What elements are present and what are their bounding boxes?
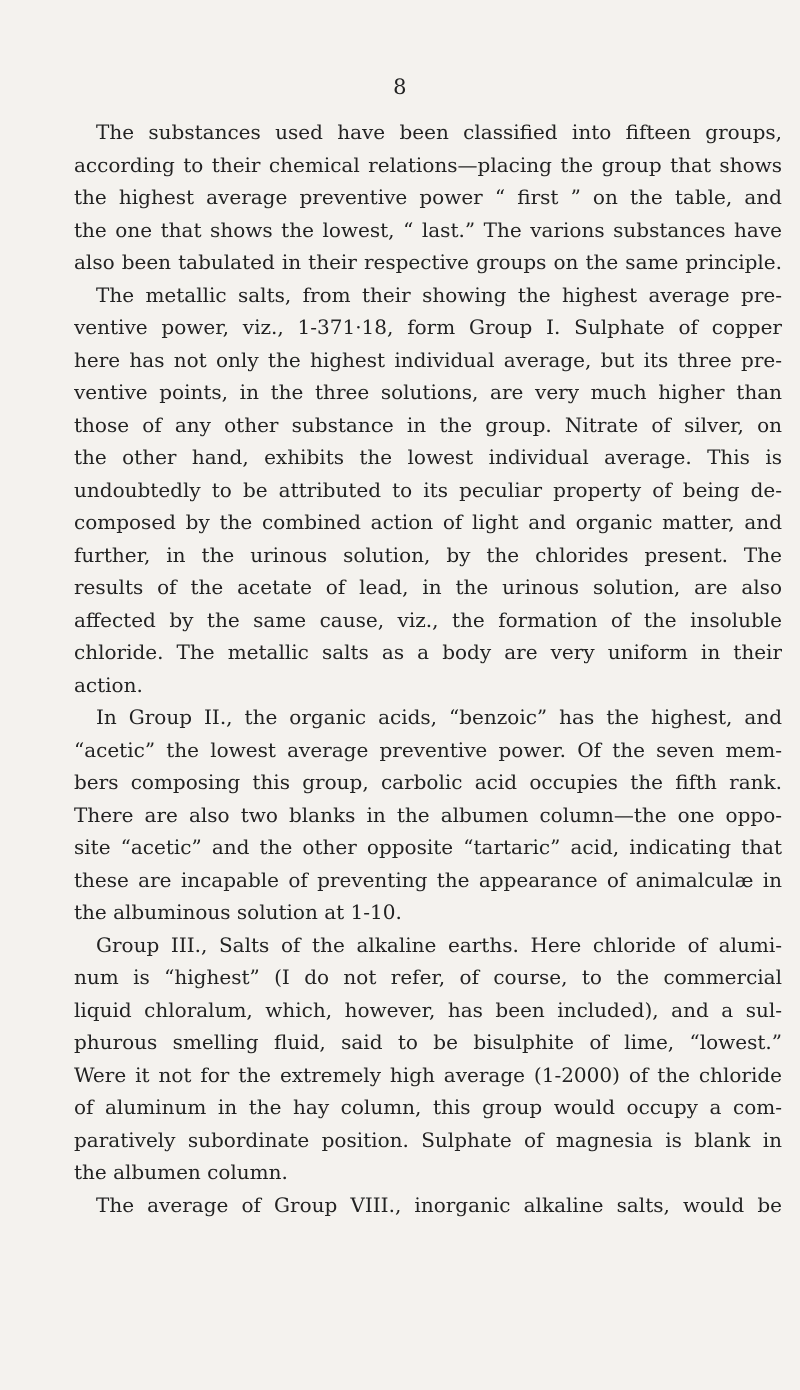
text-line: The average of Group VIII., inorganic alkaline salts, would be	[96, 1192, 782, 1217]
text-line: phurous smelling fluid, said to be bisulphite of lime, “lowest.”	[74, 1030, 782, 1054]
text-line: paratively subordinate position. Sulphate of magnesia is blank in	[74, 1127, 782, 1152]
text-line: There are also two blanks in the albumen column—the one oppo-	[74, 802, 782, 827]
text-line: those of any other substance in the group. Nitrate of silver, on	[74, 412, 782, 437]
text-line: here has not only the highest individual average, but its three pre-	[74, 347, 782, 372]
text-line: The substances used have been classified into fifteen groups,	[96, 120, 782, 144]
text-line: the one that shows the lowest, “ last.” The varions substances have	[74, 217, 782, 242]
body-text	[74, 116, 782, 1221]
text-line: the albumen column.	[74, 1160, 288, 1184]
text-line: Group III., Salts of the alkaline earths. Here chloride of alumi-	[96, 932, 782, 957]
text-line: the albuminous solution at 1-10.	[74, 900, 402, 924]
text-line: action.	[74, 672, 143, 697]
page-number: 8	[393, 75, 407, 99]
text-line: ventive points, in the three solutions, are very much higher than	[74, 380, 782, 404]
text-line: site “acetic” and the other opposite “tartaric” acid, indicating that	[74, 835, 782, 859]
text-line: according to their chemical relations—placing the group that shows	[74, 152, 782, 177]
text-line: chloride. The metallic salts as a body are very uniform in their	[74, 640, 782, 664]
text-line: the highest average preventive power “ first ” on the table, and	[74, 185, 782, 209]
text-line: results of the acetate of lead, in the urinous solution, are also	[74, 575, 782, 599]
text-line: In Group II., the organic acids, “benzoic” has the highest, and	[96, 705, 782, 729]
text-line: composed by the combined action of light and organic matter, and	[74, 510, 782, 534]
text-line: affected by the same cause, viz., the formation of the insoluble	[74, 607, 782, 632]
text-line: these are incapable of preventing the appearance of animalculæ in	[74, 867, 782, 892]
text-line: Were it not for the extremely high average (1-2000) of the chloride	[74, 1062, 782, 1087]
text-line: The metallic salts, from their showing the highest average pre-	[96, 282, 782, 307]
text-line: of aluminum in the hay column, this group would occupy a com-	[74, 1095, 782, 1119]
text-line: “acetic” the lowest average preventive power. Of the seven mem-	[74, 737, 782, 762]
text-line: num is “highest” (I do not refer, of course, to the commercial	[74, 965, 782, 989]
text-line: bers composing this group, carbolic acid occupies the fifth rank.	[74, 770, 782, 794]
text-line: ventive power, viz., 1-371·18, form Group I. Sulphate of copper	[74, 315, 782, 339]
text-line: further, in the urinous solution, by the chlorides present. The	[74, 542, 782, 567]
text-line: the other hand, exhibits the lowest individual average. This is	[74, 445, 782, 469]
text-line: liquid chloralum, which, however, has been included), and a sul-	[74, 997, 782, 1022]
text-line: undoubtedly to be attributed to its peculiar property of being de-	[74, 477, 782, 502]
text-line: also been tabulated in their respective groups on the same principle.	[74, 250, 782, 274]
